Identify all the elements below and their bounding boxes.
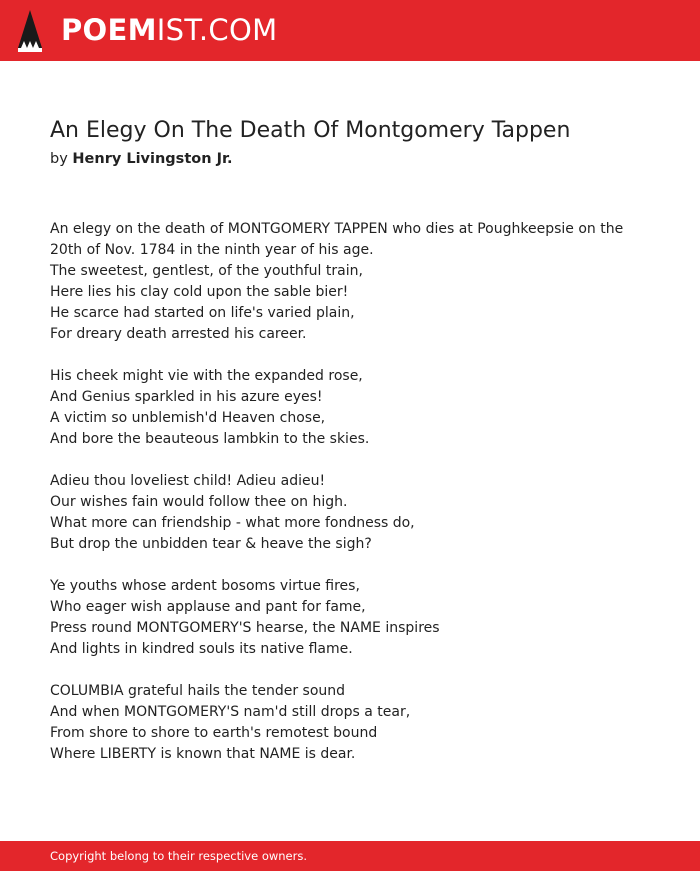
poem-stanza (50, 471, 640, 555)
poem-title: An Elegy On The Death Of Montgomery Tappen (50, 118, 571, 143)
site-footer (0, 841, 700, 871)
poem-author[interactable]: Henry Livingston Jr. (72, 151, 233, 167)
logo-bold-text: POEM (61, 13, 157, 47)
poem-stanza (50, 576, 640, 660)
poem-line: A victim so unblemish'd Heaven chose, (50, 410, 326, 426)
poem-line: Our wishes fain would follow thee on high. (50, 494, 348, 510)
poem-line: Press round MONTGOMERY'S hearse, the NAME inspires (50, 620, 440, 636)
poem-line: Ye youths whose ardent bosoms virtue fires, (50, 578, 360, 594)
poem-line: He scarce had started on life's varied plain, (50, 305, 355, 321)
poem-line: His cheek might vie with the expanded rose, (50, 368, 363, 384)
poem-byline (50, 149, 233, 169)
poem-line: Who eager wish applause and pant for fame, (50, 599, 366, 615)
pencil-tip-icon (18, 10, 42, 52)
poem-line: An elegy on the death of MONTGOMERY TAPPEN who dies at Poughkeepsie on the (50, 221, 624, 237)
poem-line: And when MONTGOMERY'S nam'd still drops a tear, (50, 704, 411, 720)
poem-line: Adieu thou loveliest child! Adieu adieu! (50, 473, 326, 489)
poem-line: For dreary death arrested his career. (50, 326, 307, 342)
poem-stanza (50, 681, 640, 765)
poem-stanza (50, 219, 640, 345)
poem-line: The sweetest, gentlest, of the youthful train, (50, 263, 363, 279)
poem-line: But drop the unbidden tear & heave the sigh? (50, 536, 372, 552)
poem-line: From shore to shore to earth's remotest bound (50, 725, 378, 741)
site-logo[interactable] (61, 12, 277, 48)
poem-line: 20th of Nov. 1784 in the ninth year of his age. (50, 242, 374, 258)
poem-line: And bore the beauteous lambkin to the skies. (50, 431, 370, 447)
byline-prefix: by (50, 151, 68, 167)
poem-line: And lights in kindred souls its native flame. (50, 641, 353, 657)
poem-stanza (50, 366, 640, 450)
poem-line: Here lies his clay cold upon the sable bier! (50, 284, 349, 300)
copyright-notice: Copyright belong to their respective owners. (50, 849, 308, 863)
poem-line: What more can friendship - what more fondness do, (50, 515, 415, 531)
logo-light-text: IST.COM (156, 13, 278, 47)
site-header (0, 0, 700, 61)
poem-line: And Genius sparkled in his azure eyes! (50, 389, 323, 405)
poem-line: COLUMBIA grateful hails the tender sound (50, 683, 346, 699)
poem-body (50, 219, 640, 786)
poem-line: Where LIBERTY is known that NAME is dear. (50, 746, 356, 762)
